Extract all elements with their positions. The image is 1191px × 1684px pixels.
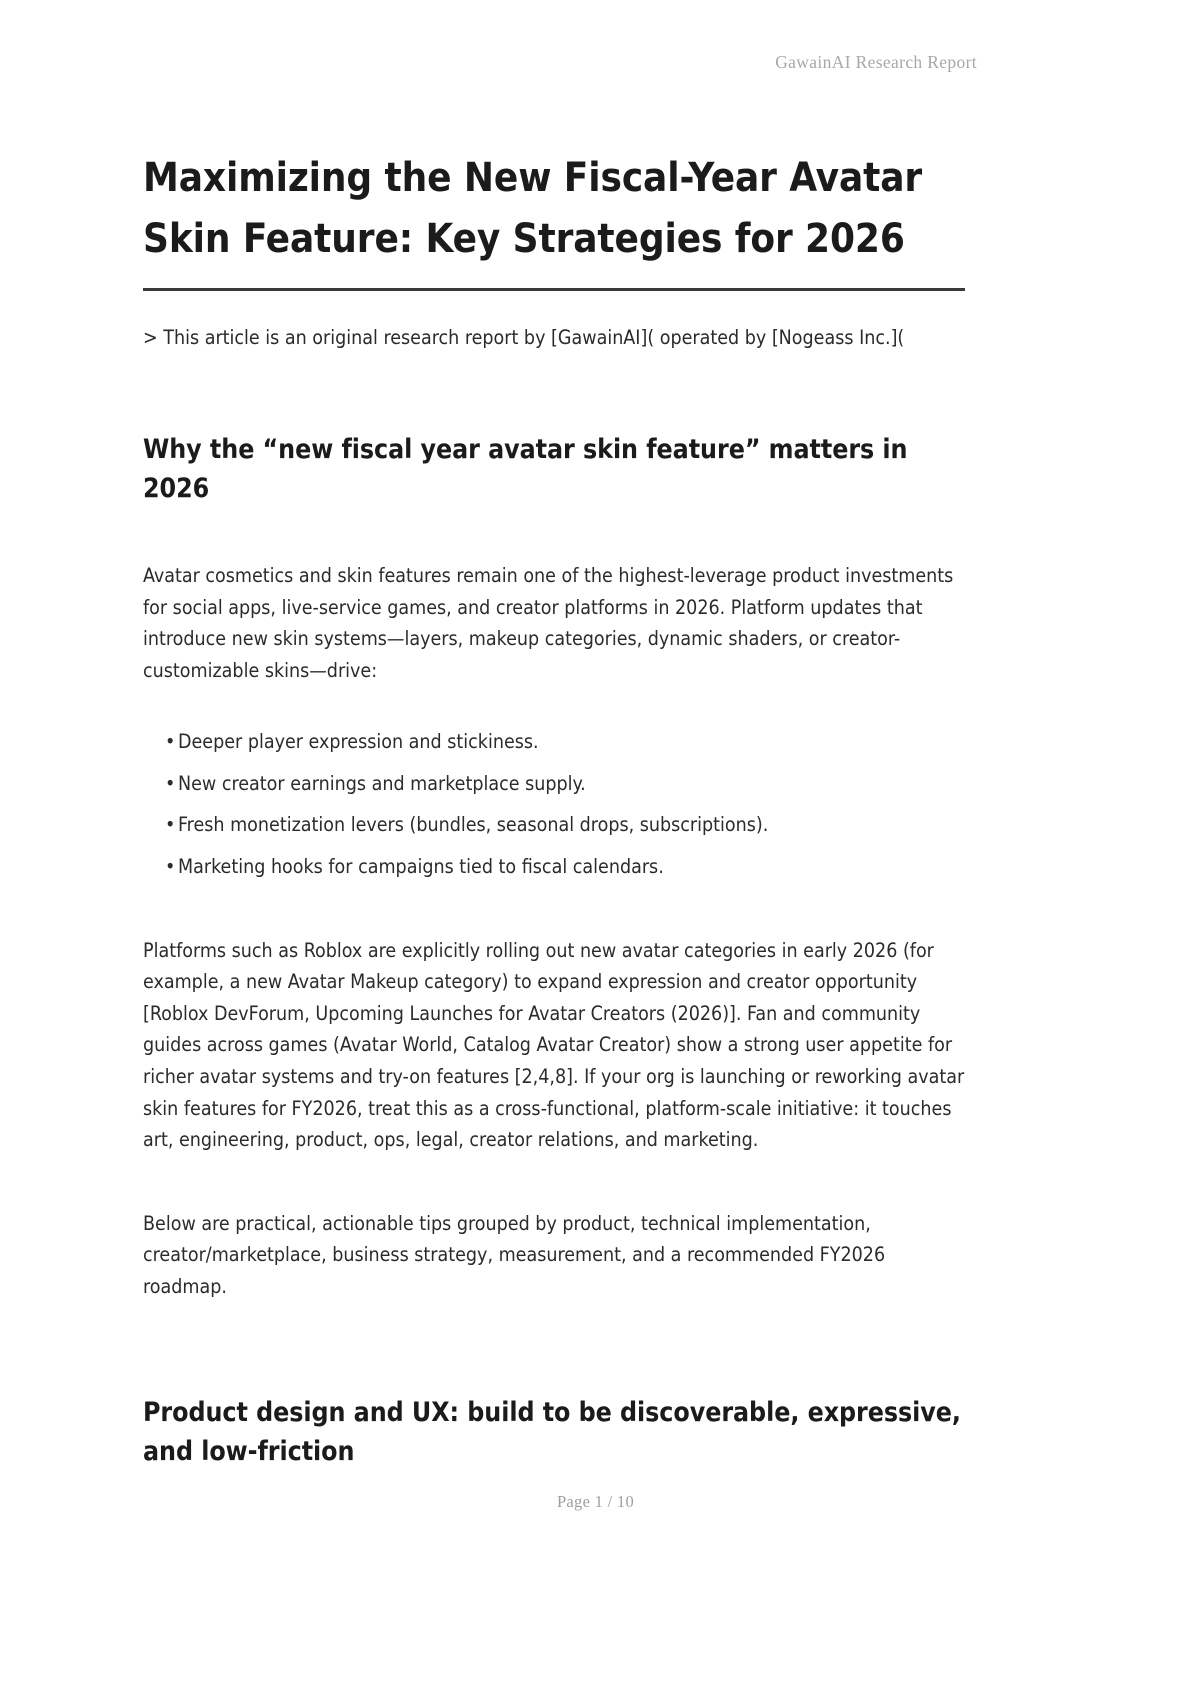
section-heading-product-design: Product design and UX: build to be discoverable, expressive, and low-friction bbox=[143, 1397, 961, 1467]
benefits-bullet-list bbox=[143, 726, 965, 882]
paragraph-overview: Below are practical, actionable tips grouped by product, technical implementation, creator/marketplace, business strategy, measurement, and a recommended FY2026 roadmap. bbox=[143, 1211, 886, 1298]
list-item bbox=[165, 851, 965, 883]
list-item bbox=[165, 768, 965, 800]
list-item-label: New creator earnings and marketplace supply. bbox=[178, 771, 586, 795]
blockquote-attribution: > This article is an original research report by [GawainAI]( operated by [Nogeass Inc.]( bbox=[143, 325, 905, 349]
document-content bbox=[143, 148, 965, 1471]
section-heading-why-matters: Why the “new fiscal year avatar skin feature” matters in 2026 bbox=[143, 434, 908, 504]
list-item-label: Marketing hooks for campaigns tied to fiscal calendars. bbox=[178, 855, 664, 879]
list-item bbox=[165, 726, 965, 758]
list-item bbox=[165, 809, 965, 841]
paragraph-intro: Avatar cosmetics and skin features remain one of the highest-leverage product investments for social apps, live-service games, and creator platforms in 2026. Platform updates that introduce new skin systems—layers, makeup categories, dynamic shaders, or creator-customizable skins—drive: bbox=[143, 564, 954, 682]
bullet-icon: • bbox=[165, 771, 176, 795]
list-item-label: Fresh monetization levers (bundles, seasonal drops, subscriptions). bbox=[178, 813, 769, 837]
page-title: Maximizing the New Fiscal-Year Avatar Skin Feature: Key Strategies for 2026 bbox=[143, 155, 923, 262]
list-item-label: Deeper player expression and stickiness. bbox=[178, 730, 539, 754]
paragraph-platforms: Platforms such as Roblox are explicitly rolling out new avatar categories in early 2026 (for example, a new Avatar Makeup category) to expand expression and creator opportunity [Roblox DevForum, Upcoming Launches for Avatar Creators (2026)]. Fan and community guides across games (Avatar World, Catalog Avatar Creator) show a strong user appetite for richer avatar systems and try-on features [2,4,8]. If your org is launching or reworking avatar skin features for FY2026, treat this as a cross-functional, platform-scale initiative: it touches art, engineering, product, ops, legal, creator relations, and marketing. bbox=[143, 938, 965, 1152]
bullet-icon: • bbox=[165, 813, 176, 837]
bullet-icon: • bbox=[165, 855, 176, 879]
page-number-footer: Page 1 / 10 bbox=[556, 1492, 635, 1511]
bullet-icon: • bbox=[165, 730, 176, 754]
running-header: GawainAI Research Report bbox=[775, 52, 977, 72]
title-divider bbox=[143, 288, 965, 291]
